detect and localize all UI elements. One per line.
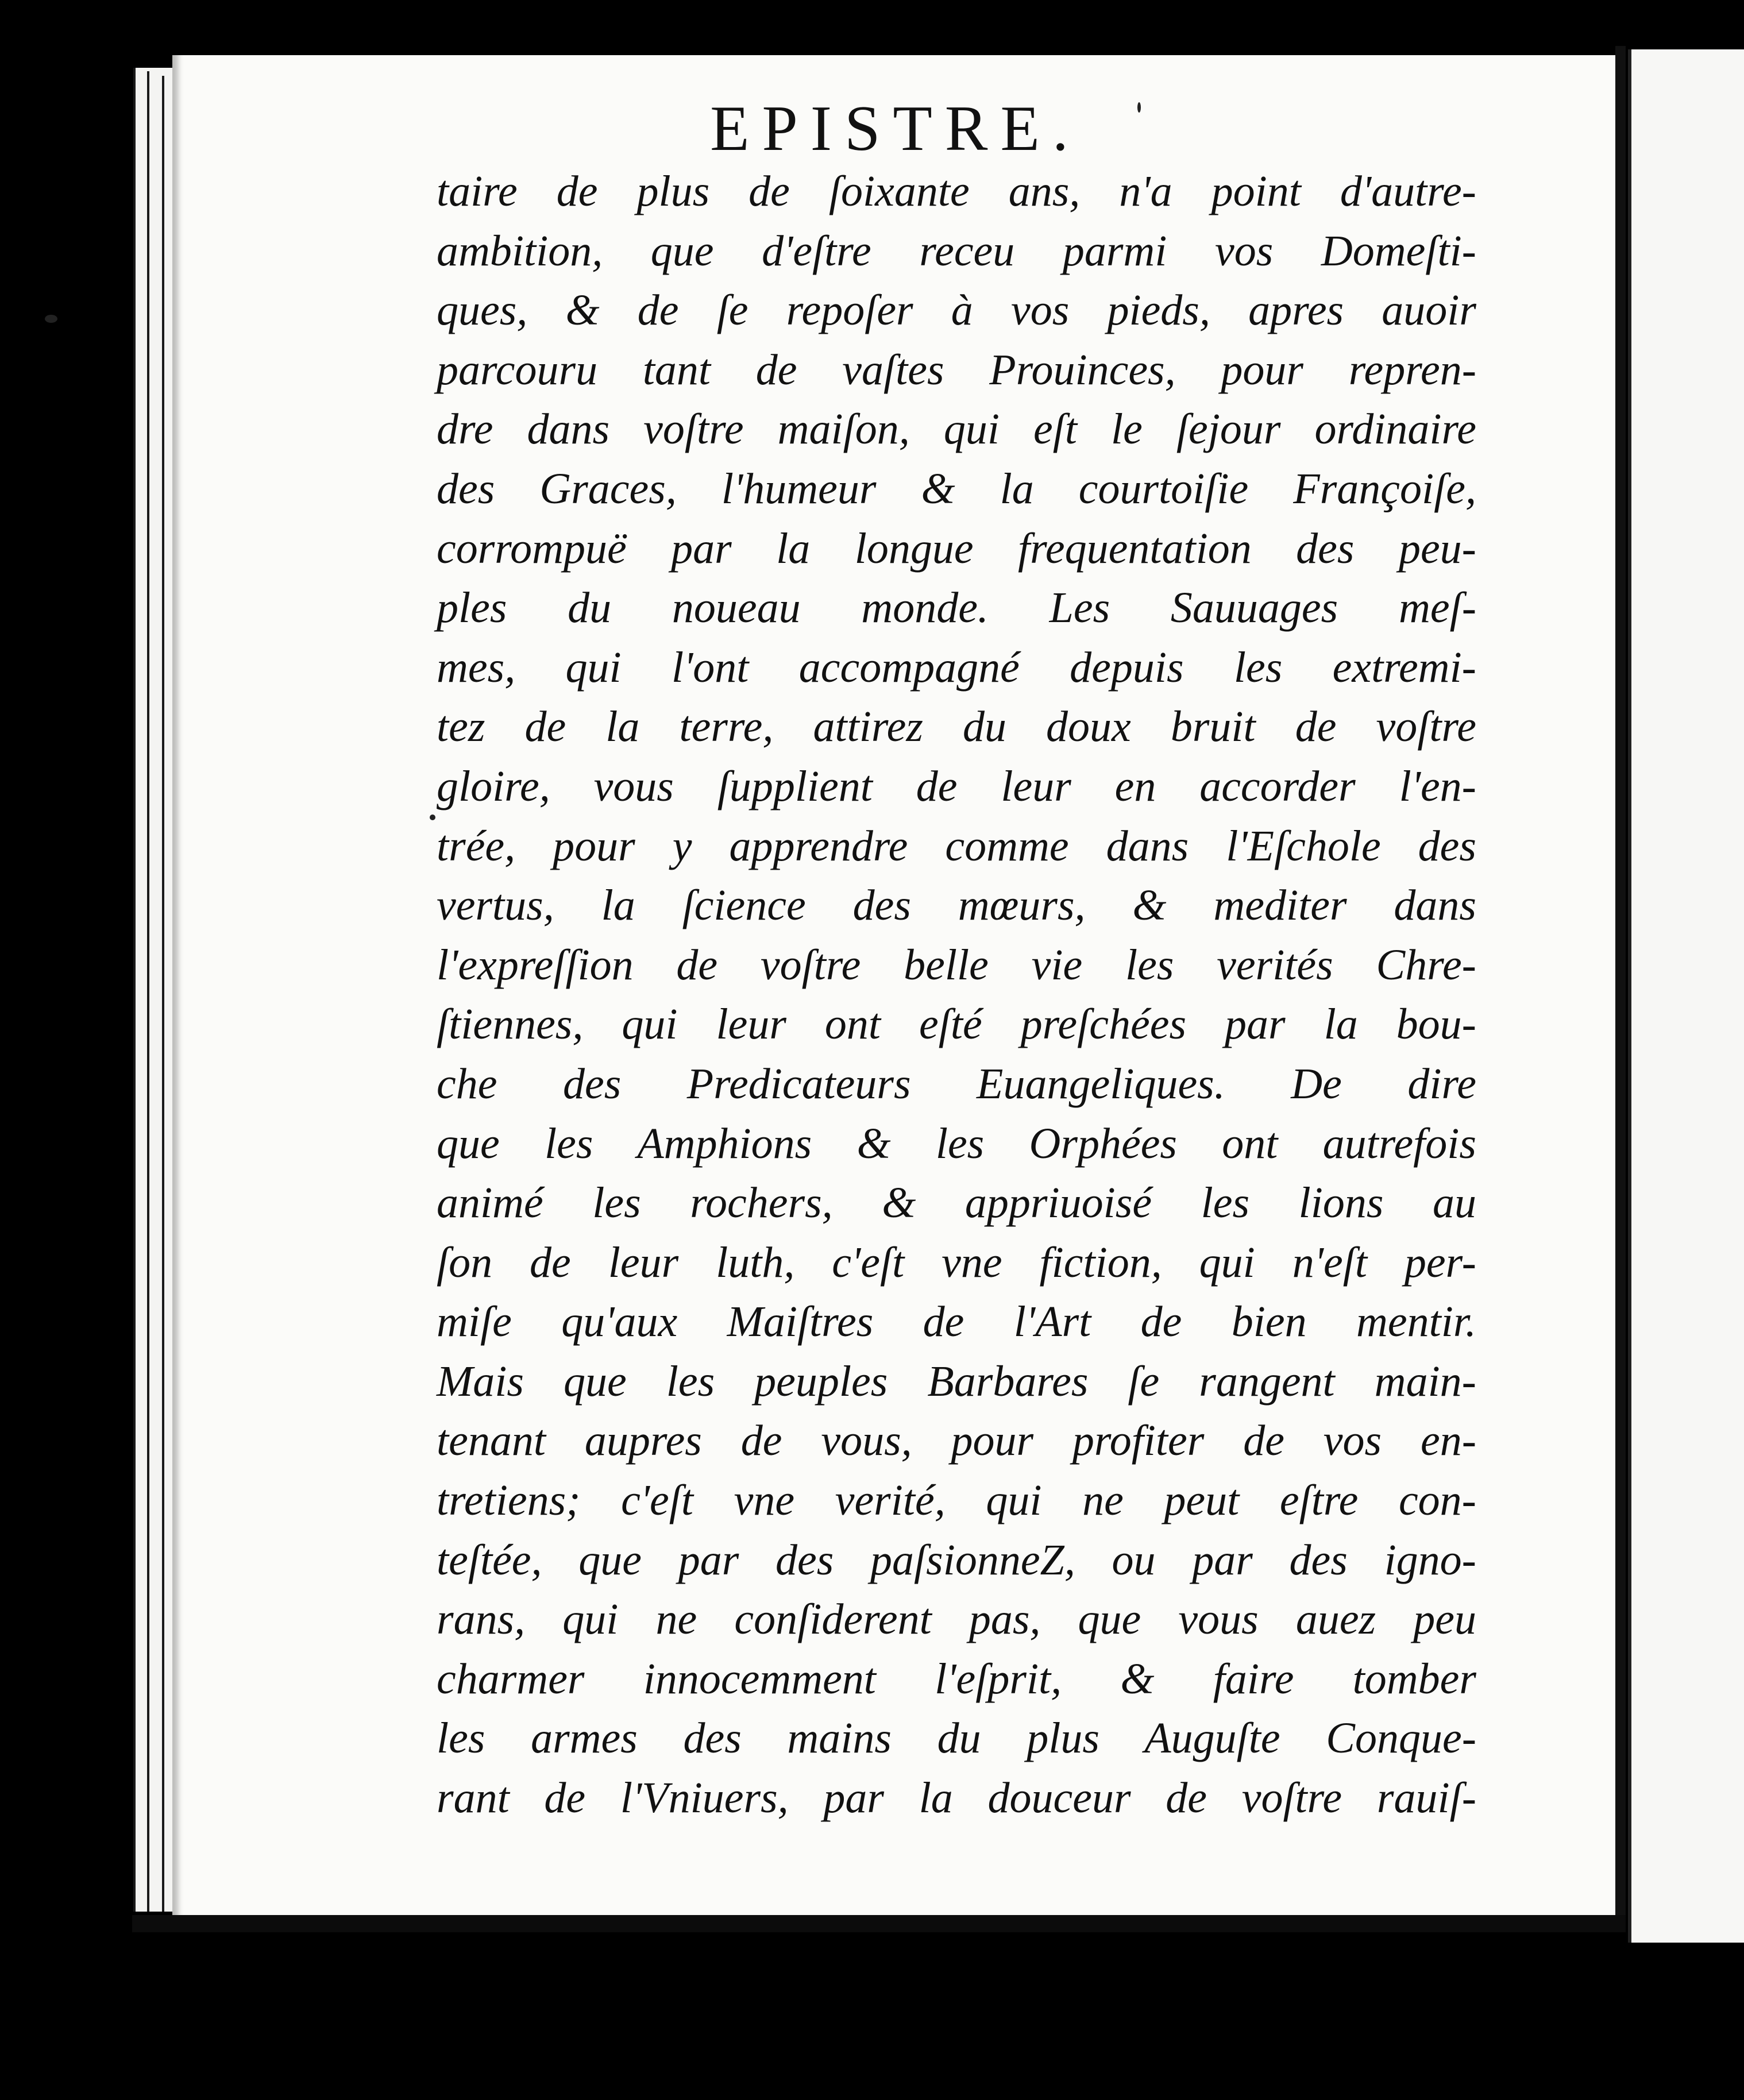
text-line: ples du noueau monde. Les Sauuages meſ- xyxy=(437,584,1476,632)
text-line: tenant aupres de vous, pour profiter de vos en- xyxy=(437,1416,1476,1465)
text-line: des Graces, l'humeur & la courtoiſie Françoiſe, xyxy=(437,464,1476,513)
text-line: tez de la terre, attirez du doux bruit de voſtre xyxy=(437,702,1476,751)
text-line: l'expreſſion de voſtre belle vie les verités Chre- xyxy=(437,940,1476,989)
text-line: ques, & de ſe repoſer à vos pieds, apres auoir xyxy=(437,286,1476,335)
text-line: miſe qu'aux Maiſtres de l'Art de bien mentir. xyxy=(437,1298,1476,1346)
body-text xyxy=(437,162,1476,1828)
text-line: vertus, la ſcience des mœurs, & mediter dans xyxy=(437,881,1476,930)
text-line: mes, qui l'ont accompagné depuis les extremi- xyxy=(437,643,1476,692)
text-line: animé les rochers, & appriuoisé les lions au xyxy=(437,1179,1476,1227)
text-line: tretiens; c'eſt vne verité, qui ne peut eſtre con- xyxy=(437,1476,1476,1525)
text-line: trée, pour y apprendre comme dans l'Eſchole des xyxy=(437,821,1476,870)
text-line: rant de l'Vniuers, par la douceur de voſtre rauiſ- xyxy=(437,1774,1476,1823)
ink-speck xyxy=(45,315,57,323)
text-line: parcouru tant de vaſtes Prouinces, pour repren- xyxy=(437,345,1476,394)
text-line: dre dans voſtre maiſon, qui eſt le ſejour ordinaire xyxy=(437,405,1476,454)
text-line: gloire, vous ſupplient de leur en accorder l'en- xyxy=(437,762,1476,810)
text-line: rans, qui ne conſiderent pas, que vous auez peu xyxy=(437,1595,1476,1644)
text-line: les armes des mains du plus Auguſte Conque- xyxy=(437,1714,1476,1763)
facing-page-edge xyxy=(1628,49,1744,1943)
book-gutter xyxy=(1615,46,1626,1930)
text-line: che des Predicateurs Euangeliques. De dire xyxy=(437,1059,1476,1108)
page-bottom-shadow xyxy=(132,1915,1626,1932)
text-line: teſtée, que par des paſsionneZ, ou par des igno- xyxy=(437,1535,1476,1584)
ink-speck xyxy=(430,814,435,820)
text-line: que les Amphions & les Orphées ont autrefois xyxy=(437,1119,1476,1168)
running-head: EPISTRE. xyxy=(710,93,1081,164)
text-line: taire de plus de ſoixante ans, n'a point d'autre- xyxy=(437,167,1476,215)
text-line: ambition, que d'eſtre receu parmi vos Domeſti- xyxy=(437,226,1476,275)
text-line: corrompuë par la longue frequentation des peu- xyxy=(437,524,1476,573)
text-line: charmer innocemment l'eſprit, & faire tomber xyxy=(437,1654,1476,1703)
text-line: Mais que les peuples Barbares ſe rangent main- xyxy=(437,1357,1476,1406)
text-line: ſon de leur luth, c'eſt vne fiction, qui n'eſt per- xyxy=(437,1238,1476,1287)
text-line: ſtiennes, qui leur ont eſté preſchées par la bou- xyxy=(437,1000,1476,1049)
